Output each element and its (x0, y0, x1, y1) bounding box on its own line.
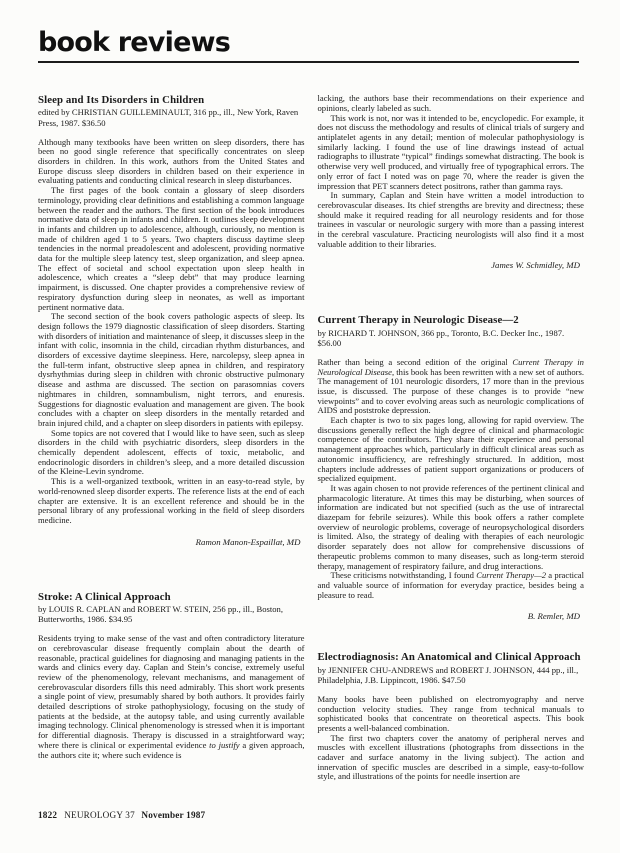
journal-name: NEUROLOGY 37 (64, 810, 135, 820)
page-number: 1822 (38, 810, 58, 820)
paragraph: Many books have been published on electromyography and nerve conduction velocity studies. They range from technical manuals to sophisticated books that concentrate on theoretical aspects. This book presents a well-balanced combination. (317, 693, 584, 733)
book-byline: edited by CHRISTIAN GUILLEMINAULT, 316 pp., ill., New York, Raven Press, 1987. $36.50 (38, 107, 299, 128)
text: Residents trying to make sense of the vast and often contradictory literature on cerebrovascular disease frequently complain about the dearth of reasonable, practical guidelines for diagnosing and managing patients in the wards and clinics every day. Caplan and Stein’s concise, extremely useful review of the phenomenology, relevant mechanisms, and management of cerebrovascular disorders fills this need admirably. This short work presents a single point of view, presumably shared by both authors. It provides fairly detailed descriptions of stroke pathophysiology, focusing on the study of patients at the bedside, at the autopsy table, and using currently available imaging technology. Clinical phenomenology is stressed when it is important for differential diagnosis. Therapy is discussed in a straightforward way; where there is clinical or experimental evidence (38, 633, 305, 750)
left-column (38, 94, 305, 782)
book-byline: by JENNIFER CHU-ANDREWS and ROBERT J. JOHNSON, 444 pp., ill., Philadelphia, J.B. Lippincott, 1986. $47.50 (317, 664, 579, 685)
review-stroke-continued (318, 94, 585, 270)
review-body (318, 695, 585, 782)
paragraph (38, 634, 305, 760)
paragraph: The first pages of the book contain a glossary of sleep disorders terminology, providing clear definitions and establishing a common language between the reader and the authors. The first section of the book introduces normative data of sleep in infants and children. It outlines sleep development in infants and children up to adolescence, although, curiously, no mention is made of children aged 1 to 5 years. Two chapters discuss daytime sleep tendencies in the normal preadolescent and adolescent, providing normative data for the multiple sleep latency test, sleep organization, and sleep apnea. The effect of societal and school expectation upon sleep health in adolescence, which creates a “sleep debt” that may produce learning impairment, is discussed. One chapter provides a comprehensive review of respiratory dysfunction during sleep in neonates, as well as important pertinent normative data. (38, 185, 305, 312)
italic-text: Current Therapy in Neurological Disease (317, 356, 584, 377)
paragraph: Some topics are not covered that I would like to have seen, such as sleep disorders in the child with psychiatric disorders, sleep disorders in the chemically dependent adolescent, effects of toxic, metabolic, and endocrinologic disorders in children’s sleep, and a more detailed discussion of the Kleine-Levin syndrome. (38, 427, 305, 477)
paragraph (318, 571, 585, 600)
review-body (38, 634, 305, 760)
book-title: Current Therapy in Neurologic Disease—2 (317, 314, 519, 327)
page-header (38, 28, 584, 63)
review-current-therapy (318, 314, 585, 621)
text: , this book has been rewritten with a new set of authors. The management of 101 neurologic disorders, 17 more than in the previous issue, is discussed. The purpose of these changes is to provide “new viewpoints” and to cover evolving areas such as neurologic complications of AIDS and poststroke depression. (317, 366, 584, 416)
section-title: book reviews (38, 27, 230, 58)
reviewer-signature: Ramon Manon-Espaillat, MD (195, 536, 301, 547)
right-column (318, 94, 585, 782)
review-body-continued (318, 94, 585, 249)
paragraph: lacking, the authors base their recommendations on their experience and opinions, clearly labeled as such. (317, 93, 584, 113)
text: a given approach, the authors cite it; where such evidence is (38, 739, 305, 760)
reviewer-signature: B. Remler, MD (527, 611, 580, 622)
reviewer-signature: James W. Schmidley, MD (491, 260, 580, 271)
review-body (38, 138, 305, 526)
paragraph: In summary, Caplan and Stein have written a model introduction to cerebrovascular diseases. Its chief strengths are brevity and directness; these should make it required reading for all neurology residents and for those trainees in vascular or neurologic surgery with more than a passing interest in the cerebral vasculature. Practicing neurologists will also find it a most valuable addition to their libraries. (317, 190, 584, 249)
book-byline: by LOUIS R. CAPLAN and ROBERT W. STEIN, 256 pp., ill., Boston, Butterworths, 1986. $34.95 (38, 604, 283, 625)
book-title: Sleep and Its Disorders in Children (38, 94, 205, 107)
italic-text: Current Therapy—2 (476, 570, 547, 581)
page-footer (38, 810, 205, 820)
paragraph: This is a well-organized textbook, written in an easy-to-read style, by world-renowned sleep disorder experts. The reference lists at the end of each chapter are extensive. It is an excellent reference and should be in the personal library of any professional working in the field of sleep disorders medicine. (38, 476, 305, 525)
text: Rather than being a second edition of the original (317, 356, 513, 367)
paragraph: The second section of the book covers pathologic aspects of sleep. Its design follows the 1979 diagnostic classification of sleep disorders. Starting with disorders of initiation and maintenance of sleep, it discusses sleep in the infant with colic, insomnia in the child, circadian rhythm disturbances, and disorders of excessive daytime sleepiness. Here, narcolepsy, sleep apnea in the full-term infant, obstructive sleep apnea in children, and respiratory dysrhythmias during sleep in children with chronic obstructive pulmonary disease and asthma are discussed. The section on parasomnias covers nightmares in children, somnambulism, night terrors, and enuresis. Suggestions for diagnostic evaluation and management are given. The book concludes with a chapter on sleep disorders in the mentally retarded and brain injured child, and a chapter on sleep disorders in patients with epilepsy. (38, 311, 305, 428)
text: These criticisms notwithstanding, I found (330, 570, 477, 581)
two-column-body (38, 94, 584, 782)
book-title: Electrodiagnosis: An Anatomical and Clinical Approach (317, 651, 581, 664)
paragraph: Each chapter is two to six pages long, allowing for rapid overview. The discussions generally reflect the high degree of clinical and pharmacologic competence of the contributors. They share their experience and personal management approaches which, particularly in difficult clinical areas such as autonomic insufficiency, are refreshingly structured. In addition, most chapters include addresses of patient support organizations or producers of specialized equipment. (317, 415, 584, 484)
text: a practical and valuable source of information for everyday practice, besides being a pleasure to read. (317, 570, 584, 600)
book-byline: by RICHARD T. JOHNSON, 366 pp., Toronto, B.C. Decker Inc., 1987. $56.00 (317, 327, 565, 348)
header-rule (38, 61, 579, 64)
book-title: Stroke: A Clinical Approach (38, 590, 171, 603)
review-sleep-disorders (38, 94, 305, 547)
paragraph (318, 358, 585, 416)
paragraph: It was again chosen to not provide references of the pertinent clinical and pharmacologic literature. At times this may be disturbing, when sources of information are indicated but not specified (such as the use of intrarectal diazepam for febrile seizures). While this book offers a rather complete overview of neurologic problems, coverage of neuropsychological disorders is limited. Also, the strategy of dealing with therapies of each neurologic disorder separately does not allow for comprehensive discussions of therapeutic problems common to many diseases, such as long-term steroid therapy, management of respiratory failure, and drug interactions. (317, 482, 584, 571)
issue-date: November 1987 (141, 810, 206, 820)
paragraph: This work is not, nor was it intended to be, encyclopedic. For example, it does not discuss the methodology and results of clinical trials of surgery and antiplatelet agents in any detail; mention of molecular pathophysiology is similarly lacking. I found the use of line drawings instead of actual radiographs to illustrate “typical” findings somewhat distracting. The book is otherwise very well produced, and virtually free of typographical errors. The only error of fact I noted was on page 70, where the reader is given the impression that PET scanners detect positrons, rather than gamma rays. (317, 112, 584, 191)
review-body (318, 358, 585, 601)
italic-text: to justify (209, 739, 240, 750)
paragraph: The first two chapters cover the anatomy of peripheral nerves and muscles with excellent illustrations (photographs from dissections in the cadaver and surface anatomy in the living subject). The action and innervation of specific muscles are described in a simple, easy-to-follow style, and illustrations of the points for needle insertion are (317, 732, 584, 782)
review-electrodiagnosis (318, 651, 585, 782)
review-stroke (38, 591, 305, 761)
paragraph: Although many textbooks have been written on sleep disorders, there has been no good single reference that specifically concentrates on sleep disorders in children. In this work, authors from the United States and Europe discuss sleep disorders in children based on their experience in evaluating patients and conducting clinical research in sleep disturbances. (38, 136, 305, 186)
